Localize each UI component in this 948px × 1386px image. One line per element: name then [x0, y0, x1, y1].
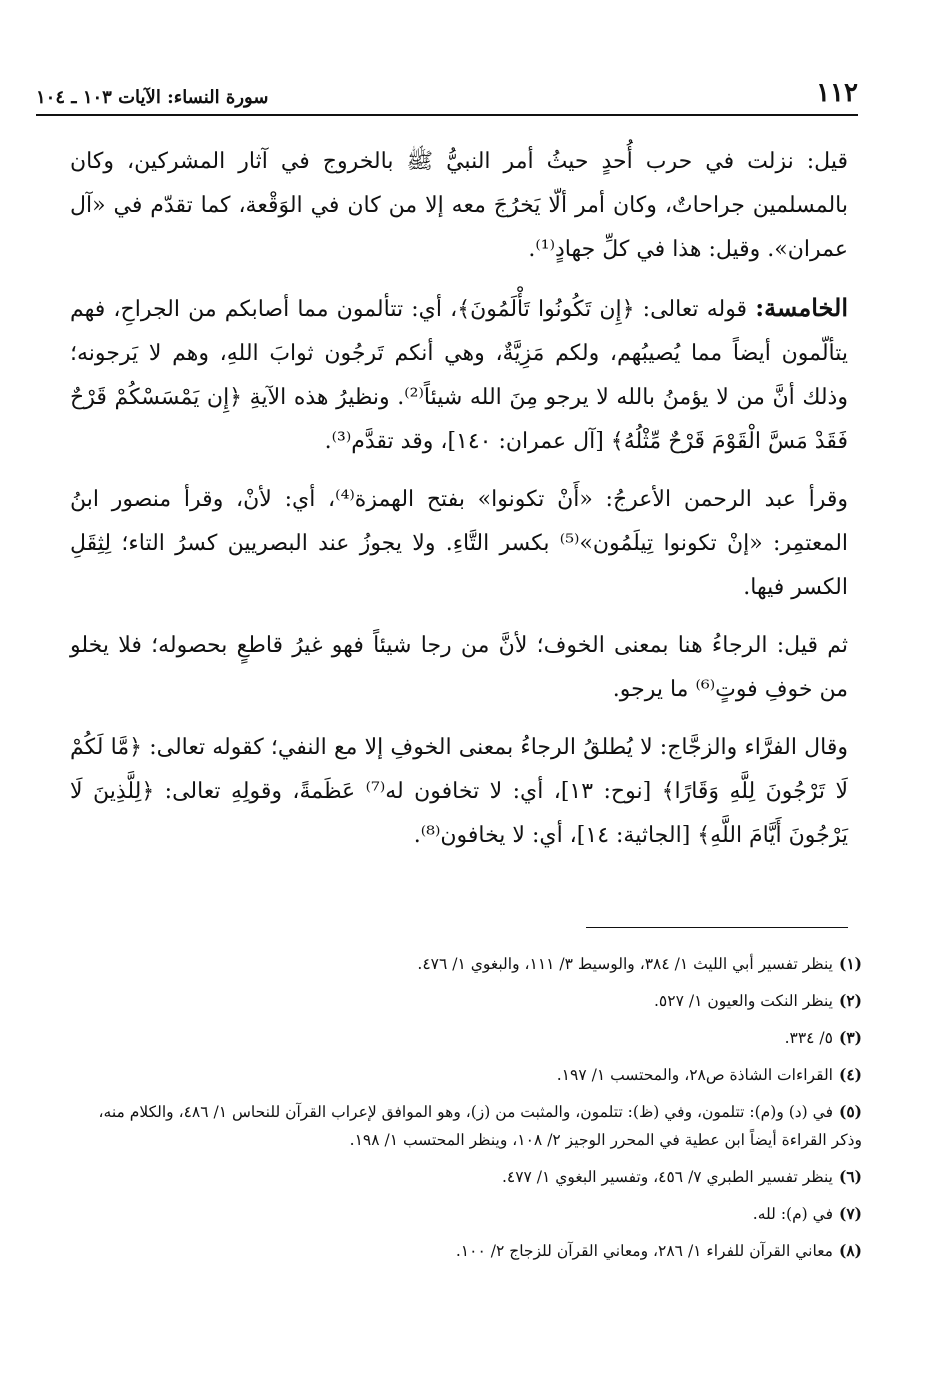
paragraph-text: قوله تعالى: ﴿إِن تَكُونُوا تَأْلَمُونَ﴾، أي: تتألمون مما أصابكم من الجراحِ، فهم يتألّمون أيضاً مما يُصيبُهم، ولكم مَزِيَّةٌ، وهي أنكم تَرجُون ثوابَ اللهِ، وهم لا يَرجونه؛ وذلك أنَّ من لا يؤمنُ بالله لا يرجو مِنَ الله شيئاً⁽²⁾. ونظيرُ هذه الآيةِ ﴿إِن يَمْسَسْكُمْ قَرْحٌ فَقَدْ مَسَّ الْقَوْمَ قَرْحٌ مِّثْلُهُ﴾ [آل عمران: ١٤٠]، وقد تقدَّم⁽³⁾.	[70, 297, 848, 454]
paragraph-text: وقرأ عبد الرحمن الأعرجُ: «أَنْ تكونوا» بفتح الهمزة⁽⁴⁾، أي: لأنْ، وقرأ منصور ابنُ المعتمِر: «إنْ تكونوا تِيلَمُون»⁽⁵⁾ بكسر التَّاءِ. ولا يجوزُ عند البصريين كسرُ التاء؛ لِثِقَلِ الكسر فيها.	[70, 487, 849, 600]
section-lead-word: الخامسة:	[755, 293, 848, 322]
footnote-text: في (م): لله.	[752, 1205, 833, 1223]
footnote-4	[70, 1061, 862, 1089]
footnote-2	[70, 987, 862, 1015]
paragraph-3	[70, 478, 848, 610]
header-rule	[36, 114, 858, 116]
page-header	[36, 62, 858, 108]
footnote-separator	[586, 927, 848, 928]
footnote-text: ينظر تفسير الطبري ٧/ ٤٥٦، وتفسير البغوي ١/ ٤٧٧.	[501, 1168, 833, 1186]
footnote-number: (٥)	[838, 1102, 862, 1121]
footnote-text: في (د) و(م): تتلمون، وفي (ظ): تتلمون، والمثبت من (ز)، وهو الموافق لإعراب القرآن للنحاس ١/ ٤٨٦، والكلام منه، وذكر القراءة أيضاً ابن عطية في المحرر الوجيز ٢/ ١٠٨، وينظر المحتسب ١/ ١٩٨.	[98, 1103, 862, 1149]
footnotes	[70, 950, 862, 1274]
paragraph-text: قيل: نزلت في حرب أُحدٍ حيثُ أمر النبيُّ ﷺ بالخروج في آثار المشركين، وكان بالمسلمين جراحاتٌ، وكان أمر ألّا يَخرُجَ معه إلا من كان في الوَقْعة، كما تقدّم في «آل عمران». وقيل: هذا في كلِّ جهادٍ⁽¹⁾.	[70, 149, 848, 262]
footnote-6	[70, 1163, 862, 1191]
footnote-number: (٨)	[838, 1241, 862, 1260]
paragraph-1	[70, 140, 848, 272]
footnote-number: (٧)	[838, 1204, 862, 1223]
footnote-5	[70, 1098, 862, 1154]
page-number: ١١٢	[816, 78, 858, 108]
paragraph-4	[70, 624, 848, 712]
footnote-text: القراءات الشاذة ص٢٨، والمحتسب ١/ ١٩٧.	[556, 1066, 833, 1084]
footnote-text: ينظر النكت والعيون ١/ ٥٢٧.	[653, 992, 833, 1010]
paragraph-5	[70, 726, 848, 858]
paragraph-text: ثم قيل: الرجاءُ هنا بمعنى الخوف؛ لأنَّ من رجا شيئاً فهو غيرُ قاطعٍ بحصوله؛ فلا يخلو من خوفِ فوتٍ⁽⁶⁾ ما يرجو.	[70, 633, 848, 702]
footnote-7	[70, 1200, 862, 1228]
paragraph-text: وقال الفرَّاء والزجَّاج: لا يُطلقُ الرجاءُ بمعنى الخوفِ إلا مع النفي؛ كقوله تعالى: ﴿مَّا لَكُمْ لَا تَرْجُونَ لِلَّهِ وَقَارًا﴾ [نوح: ١٣]، أي: لا تخافون له⁽⁷⁾ عَظَمةً، وقولِهِ تعالى: ﴿لِلَّذِينَ لَا يَرْجُونَ أَيَّامَ اللَّهِ﴾ [الجاثية: ١٤]، أي: لا يخافون⁽⁸⁾.	[70, 735, 848, 848]
footnote-number: (٣)	[838, 1028, 862, 1047]
footnote-text: معاني القرآن للفراء ١/ ٢٨٦، ومعاني القرآن للزجاج ٢/ ١٠٠.	[455, 1242, 833, 1260]
footnote-1	[70, 950, 862, 978]
main-text	[70, 140, 848, 872]
footnote-number: (٦)	[838, 1167, 862, 1186]
footnote-number: (١)	[838, 954, 862, 973]
running-title: سورة النساء: الآيات ١٠٣ ـ ١٠٤	[36, 87, 269, 108]
paragraph-2	[70, 286, 848, 464]
footnote-8	[70, 1237, 862, 1265]
footnote-number: (٤)	[838, 1065, 862, 1084]
footnote-3	[70, 1024, 862, 1052]
footnote-number: (٢)	[838, 991, 862, 1010]
footnote-text: ينظر تفسير أبي الليث ١/ ٣٨٤، والوسيط ٣/ ١١١، والبغوي ١/ ٤٧٦.	[417, 955, 833, 973]
footnote-text: ٥/ ٣٣٤.	[784, 1029, 833, 1047]
